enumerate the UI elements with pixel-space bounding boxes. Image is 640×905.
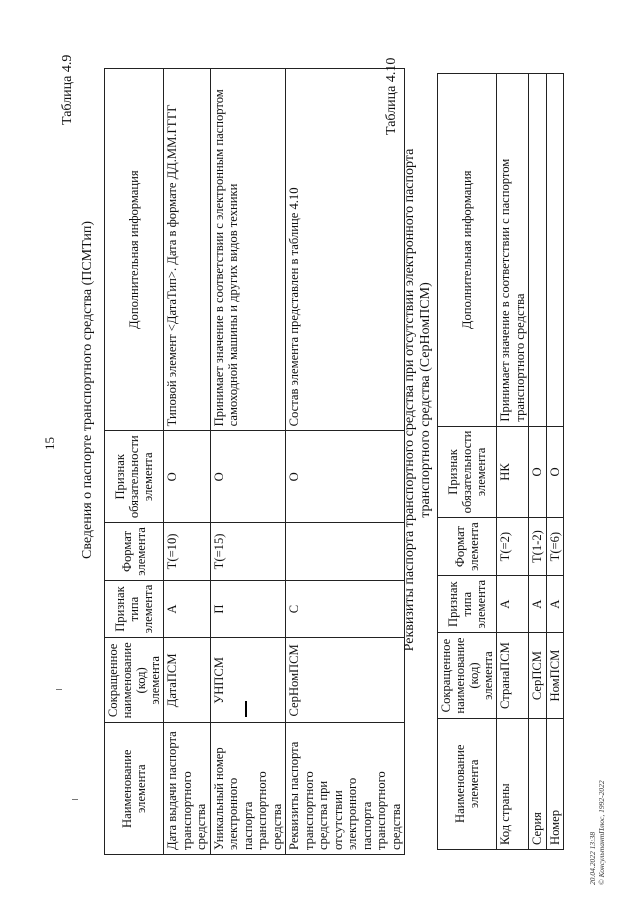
table-row (546, 74, 564, 850)
scan-bar (245, 701, 247, 717)
cell-code: НомПСМ (546, 633, 564, 718)
page-number: 15 (42, 437, 57, 450)
table-row (210, 69, 286, 855)
cell-info: Типовой элемент <ДатаТип>. Дата в формате ДД.ММ.ГГГГ (164, 69, 211, 431)
cell-type: П (210, 580, 286, 638)
cell-required: О (529, 426, 547, 518)
cell-type: С (286, 580, 405, 638)
table-row (529, 74, 547, 850)
table-header-row (105, 69, 164, 855)
table-row (497, 74, 529, 850)
header-cell: Наименование элемента (438, 718, 497, 849)
cell-name: Реквизиты паспорта транспортного средства при отсутствии электронного паспорта транспортного средства (286, 723, 405, 855)
cell-info: Принимает значение в соответствии с паспортом транспортного средства (497, 74, 529, 427)
cell-name: Дата выдачи паспорта транспортного средства (164, 723, 211, 855)
cell-required: О (286, 431, 405, 523)
header-cell: Признак обязательности элемента (438, 426, 497, 518)
scan-mark (72, 799, 78, 800)
cell-name: Номер (546, 718, 564, 849)
header-cell: Наименование элемента (105, 723, 164, 855)
cell-required: О (164, 431, 211, 523)
header-cell: Дополнительная информация (105, 69, 164, 431)
table-row (164, 69, 211, 855)
footer-stamp (588, 780, 606, 885)
header-cell: Признак типа элемента (105, 580, 164, 638)
cell-code: ДатаПСМ (164, 638, 211, 723)
cell-format: T(=2) (497, 518, 529, 576)
cell-format: T(=15) (210, 523, 286, 581)
table-4-9-title: Сведения о паспорте транспортного средства (ПСМТип) (80, 221, 95, 559)
cell-type: А (164, 580, 211, 638)
header-cell: Сокращенное наименование (код) элемента (438, 633, 497, 718)
cell-info (546, 74, 564, 427)
cell-required: О (210, 431, 286, 523)
cell-info: Состав элемента представлен в таблице 4.10 (286, 69, 405, 431)
cell-format: T(=10) (164, 523, 211, 581)
table-header-row (438, 74, 497, 850)
footer-source: © КонсультантПлюс, 1992-2022 (597, 780, 606, 885)
cell-required: НК (497, 426, 529, 518)
table-4-10-label: Таблица 4.10 (384, 57, 399, 135)
cell-code: СерПСМ (529, 633, 547, 718)
header-cell: Формат элемента (438, 518, 497, 576)
table-4-9 (104, 68, 405, 855)
cell-type: А (497, 575, 529, 633)
cell-format: T(1-2) (529, 518, 547, 576)
cell-format (286, 523, 405, 581)
table-4-10 (437, 73, 564, 850)
cell-type: А (546, 575, 564, 633)
footer-date: 20.04.2022 13:38 (588, 831, 597, 885)
cell-type: А (529, 575, 547, 633)
scan-mark (56, 689, 62, 690)
table-4-9-label: Таблица 4.9 (60, 54, 75, 125)
cell-code: УНПСМ (210, 638, 286, 723)
header-cell: Дополнительная информация (438, 74, 497, 427)
cell-info (529, 74, 547, 427)
cell-code: СерНомПСМ (286, 638, 405, 723)
table-4-10-title: Реквизиты паспорта транспортного средства при отсутствии электронного паспорта транспортного средства (СерНомПСМ) (402, 148, 433, 652)
header-cell: Признак типа элемента (438, 575, 497, 633)
cell-name: Серия (529, 718, 547, 849)
header-cell: Признак обязательности элемента (105, 431, 164, 523)
table-row (286, 69, 405, 855)
header-cell: Сокращенное наименование (код) элемента (105, 638, 164, 723)
cell-required: О (546, 426, 564, 518)
cell-name: Код страны (497, 718, 529, 849)
cell-info: Принимает значение в соответствии с электронным паспортом самоходной машины и других видов техники (210, 69, 286, 431)
cell-format: T(=6) (546, 518, 564, 576)
header-cell: Формат элемента (105, 523, 164, 581)
cell-code: СтранаПСМ (497, 633, 529, 718)
cell-name: Уникальный номер электронного паспорта транспортного средства (210, 723, 286, 855)
